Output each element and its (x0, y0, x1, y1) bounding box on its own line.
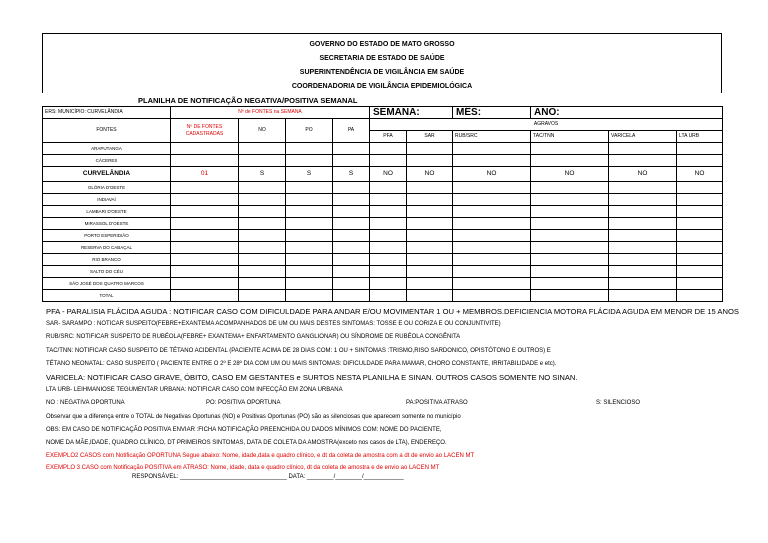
table-cell[interactable] (370, 143, 407, 155)
table-cell[interactable] (286, 242, 333, 254)
table-cell[interactable] (239, 218, 286, 230)
table-cell[interactable] (171, 230, 239, 242)
table-cell[interactable] (171, 143, 239, 155)
table-cell[interactable]: NO (370, 167, 407, 182)
table-cell[interactable] (609, 155, 677, 167)
table-cell[interactable] (609, 218, 677, 230)
table-cell[interactable] (370, 254, 407, 266)
table-cell[interactable] (453, 266, 531, 278)
table-cell[interactable] (609, 290, 677, 302)
agravo-tac: TAC/TNN (531, 131, 609, 143)
note-rub: RUB/SRC: NOTIFICAR SUSPEITO DE RUBÉOLA(FEBRE+ EXANTEMA+ ENFARTAMENTO GANGLIONAR) OU SÍNDROME DE RUBÉOLA CONGÊNITA (46, 334, 461, 341)
table-cell[interactable] (453, 143, 531, 155)
table-cell[interactable] (531, 254, 609, 266)
table-cell[interactable] (333, 254, 370, 266)
table-cell[interactable] (407, 290, 453, 302)
table-cell[interactable] (286, 266, 333, 278)
table-cell[interactable] (333, 218, 370, 230)
table-cell[interactable]: NO (531, 167, 609, 182)
table-cell[interactable] (531, 266, 609, 278)
fonte-name: INDIAVAÍ (43, 194, 171, 206)
table-cell[interactable] (333, 278, 370, 290)
table-cell[interactable] (677, 155, 723, 167)
note-obs1: OBS: EM CASO DE NOTIFICAÇÃO POSITIVA ENVIAR :FICHA NOTIFICAÇÃO PREENCHIDA OU DADOS MÍNIMOS COM: NOME DO PACIENTE, (46, 426, 442, 433)
col-pa: PA (333, 119, 370, 143)
header-line-1: GOVERNO DO ESTADO DE MATO GROSSO (309, 41, 455, 48)
table-cell[interactable] (333, 290, 370, 302)
table-row (43, 218, 723, 230)
table-cell[interactable] (333, 194, 370, 206)
table-cell[interactable]: NO (677, 167, 723, 182)
note-exemplo2: EXEMPLO2 CASOS com Notificação OPORTUNA Segue abaixo: Nome, idade,data e quadro clínico, e dt da coleta de amostra com a dt de envio ao LACEN MT (46, 453, 475, 460)
note-pfa: PFA - PARALISIA FLÁCIDA AGUDA : NOTIFICAR CASO COM DIFICULDADE PARA ANDAR E/OU MOVIMENTAR 1 OU + MEMBROS.DEFICIENCIA MOTORA FLÁCIDA AGUDA EM MENOR DE 15 ANOS (46, 307, 739, 316)
table-cell[interactable] (677, 143, 723, 155)
table-cell[interactable] (239, 155, 286, 167)
table-cell[interactable] (531, 155, 609, 167)
table-cell[interactable] (677, 242, 723, 254)
table-cell[interactable] (286, 278, 333, 290)
fonte-name: LAMBARI D'OESTE (43, 206, 171, 218)
table-cell[interactable] (531, 194, 609, 206)
table-cell[interactable]: NO (453, 167, 531, 182)
table-row (43, 194, 723, 206)
col-no: NO (239, 119, 286, 143)
legend-po: PO: POSITIVA OPORTUNA (206, 400, 281, 407)
legend-no: NO : NEGATIVA OPORTUNA (46, 400, 125, 407)
table-cell[interactable] (531, 206, 609, 218)
col-fontes: FONTES (43, 119, 171, 143)
table-row (43, 167, 723, 182)
table-cell[interactable]: NO (609, 167, 677, 182)
note-varicela: VARICELA: NOTIFICAR CASO GRAVE, ÓBITO, CASO EM GESTANTES e SURTOS NESTA PLANILHA E SINAN. OUTROS CASOS SOMENTE NO SINAN. (46, 373, 578, 383)
table-cell[interactable] (609, 194, 677, 206)
table-cell[interactable] (531, 290, 609, 302)
table-cell[interactable] (333, 266, 370, 278)
table-cell[interactable] (171, 266, 239, 278)
table-cell[interactable] (171, 278, 239, 290)
table-cell[interactable] (370, 290, 407, 302)
table-cell[interactable] (453, 230, 531, 242)
table-cell[interactable] (370, 206, 407, 218)
table-cell[interactable] (531, 143, 609, 155)
note-tnn: TÉTANO NEONATAL: CASO SUSPEITO ( PACIENTE ENTRE O 2º E 28º DIA COM UM OU MAIS SINTOMAS: DIFICULDADE PARA MAMAR, CHORO CONSTANTE, IRRITABILIDADE e etc). (46, 360, 557, 367)
fonte-name: MIRASSOL D'OESTE (43, 218, 171, 230)
table-cell[interactable] (286, 230, 333, 242)
table-cell[interactable] (286, 218, 333, 230)
table-cell[interactable] (370, 278, 407, 290)
table-cell[interactable] (407, 155, 453, 167)
table-cell[interactable] (239, 278, 286, 290)
n-fontes-semana: Nº de FONTES na SEMANA (171, 107, 370, 119)
table-cell[interactable] (453, 155, 531, 167)
table-cell[interactable] (370, 230, 407, 242)
legend-s: S: SILENCIOSO (596, 400, 641, 407)
table-row (43, 230, 723, 242)
agravos-header: AGRAVOS (370, 119, 723, 131)
col-po: PO (286, 119, 333, 143)
table-cell[interactable] (171, 218, 239, 230)
responsavel-line[interactable]: RESPONSÁVEL: ________________________________ DATA: ________/________/____________ (132, 474, 404, 481)
notes-section (46, 305, 739, 482)
table-cell[interactable] (407, 242, 453, 254)
note-sar: SAR- SARAMPO : NOTICAR SUSPEITO(FEBRE+EXANTEMA ACOMPANHADOS DE UM OU MAIS DESTES SINTOMAS: TOSSE E OU CORIZA E OU CONJUNTIVITE) (46, 321, 501, 328)
table-cell[interactable] (677, 254, 723, 266)
table-cell[interactable] (370, 182, 407, 194)
table-cell[interactable] (609, 266, 677, 278)
table-cell[interactable] (407, 278, 453, 290)
table-row (43, 155, 723, 167)
table-cell[interactable] (407, 206, 453, 218)
table-cell[interactable] (333, 242, 370, 254)
table-cell[interactable]: NO (407, 167, 453, 182)
notification-table (42, 106, 723, 302)
table-cell[interactable] (286, 290, 333, 302)
fonte-name: SÃO JOSÉ DOS QUATRO MARCOS (43, 278, 171, 290)
fonte-name: CURVELÂNDIA (43, 167, 171, 182)
note-tac: TAC/TNN: NOTIFICAR CASO SUSPEITO DE TÉTANO ACIDENTAL (PACIENTE ACIMA DE 28 DIAS COM: 1 OU + SINTOMAS :TRISMO,RISO SARDONICO, OPISTÓTONO E OUTROS) E (46, 347, 551, 354)
table-cell[interactable] (286, 194, 333, 206)
agravo-sar: SAR (407, 131, 453, 143)
table-cell[interactable] (677, 206, 723, 218)
table-cell[interactable] (333, 230, 370, 242)
table-cell[interactable] (531, 278, 609, 290)
table-cell[interactable] (171, 242, 239, 254)
ers-label: ERS: MUNICÍPIO: CURVELÂNDIA (43, 107, 171, 119)
table-cell[interactable] (407, 230, 453, 242)
table-cell[interactable] (286, 182, 333, 194)
table-cell[interactable] (531, 230, 609, 242)
semana-field[interactable]: SEMANA: (370, 107, 453, 119)
table-cell[interactable] (407, 254, 453, 266)
table-cell[interactable] (677, 266, 723, 278)
table-cell[interactable] (609, 278, 677, 290)
fonte-name: TOTAL (43, 290, 171, 302)
header-line-4: COORDENADORIA DE VIGILÂNCIA EPIDEMIOLÓGICA (291, 83, 473, 90)
table-cell[interactable] (531, 218, 609, 230)
table-cell[interactable] (239, 266, 286, 278)
table-cell[interactable] (333, 143, 370, 155)
table-cell[interactable]: S (239, 167, 286, 182)
table-cell[interactable] (453, 194, 531, 206)
legend-pa: PA:POSITIVA ATRASO (406, 400, 468, 407)
table-cell[interactable] (171, 194, 239, 206)
table-cell[interactable]: 01 (171, 167, 239, 182)
table-cell[interactable] (239, 182, 286, 194)
header-box (42, 33, 722, 93)
table-cell[interactable] (171, 290, 239, 302)
fonte-name: PORTO ESPERIDIÃO (43, 230, 171, 242)
fonte-name: RESERVA DO CABAÇAL (43, 242, 171, 254)
table-cell[interactable] (239, 230, 286, 242)
table-cell[interactable] (370, 194, 407, 206)
agravo-pfa: PFA (370, 131, 407, 143)
fonte-name: GLÓRIA D'OESTE (43, 182, 171, 194)
agravo-rub: RUB/SRC (453, 131, 531, 143)
table-cell[interactable] (453, 218, 531, 230)
table-cell[interactable] (333, 182, 370, 194)
table-row (43, 254, 723, 266)
legend-row (46, 397, 736, 410)
table-cell[interactable] (677, 230, 723, 242)
table-cell[interactable] (453, 290, 531, 302)
header-line-2: SECRETARIA DE ESTADO DE SAÚDE (319, 55, 445, 62)
table-cell[interactable] (171, 155, 239, 167)
table-cell[interactable] (677, 218, 723, 230)
table-cell[interactable] (370, 242, 407, 254)
table-cell[interactable] (239, 290, 286, 302)
note-exemplo3: EXEMPLO 3 CASO com Notificação POSITIVA em ATRASO: Nome, idade, data e quadro clínico, dt da coleta de amostra e de envio ao LACEN MT (46, 465, 440, 472)
table-cell[interactable] (239, 254, 286, 266)
table-cell[interactable] (609, 182, 677, 194)
agravo-lta: LTA URB (677, 131, 723, 143)
table-row (43, 242, 723, 254)
table-cell[interactable] (609, 242, 677, 254)
table-cell[interactable] (531, 242, 609, 254)
table-row (43, 278, 723, 290)
table-cell[interactable] (370, 218, 407, 230)
table-cell[interactable] (609, 230, 677, 242)
note-obs2: NOME DA MÃE,IDADE, QUADRO CLÍNICO, DT PRIMEIROS SINTOMAS, DATA DE COLETA DA AMOSTRA(exceto nos casos de LTA), ENDEREÇO. (46, 440, 447, 447)
table-cell[interactable] (239, 143, 286, 155)
table-cell[interactable] (171, 182, 239, 194)
table-cell[interactable] (453, 278, 531, 290)
table-cell[interactable] (171, 206, 239, 218)
table-cell[interactable] (677, 290, 723, 302)
table-cell[interactable] (370, 266, 407, 278)
table-cell[interactable] (531, 182, 609, 194)
table-cell[interactable] (677, 182, 723, 194)
table-cell[interactable] (239, 194, 286, 206)
table-cell[interactable] (239, 206, 286, 218)
table-cell[interactable] (609, 206, 677, 218)
fonte-name: SALTO DO CÉU (43, 266, 171, 278)
header-line-3: SUPERINTENDÊNCIA DE VIGILÂNCIA EM SAÚDE (299, 69, 465, 76)
table-cell[interactable] (333, 155, 370, 167)
table-cell[interactable] (453, 206, 531, 218)
table-cell[interactable] (453, 182, 531, 194)
table-cell[interactable] (333, 206, 370, 218)
table-cell[interactable] (407, 194, 453, 206)
table-cell[interactable] (609, 254, 677, 266)
fonte-name: ARAPUTANGA (43, 143, 171, 155)
planilha-title: PLANILHA DE NOTIFICAÇÃO NEGATIVA/POSITIVA SEMANAL (138, 96, 358, 105)
fonte-name: CÁCERES (43, 155, 171, 167)
table-row (43, 290, 723, 302)
fonte-name: RIO BRANCO (43, 254, 171, 266)
table-cell[interactable] (407, 143, 453, 155)
table-cell[interactable] (286, 254, 333, 266)
table-cell[interactable] (286, 155, 333, 167)
table-cell[interactable]: S (286, 167, 333, 182)
table-row (43, 182, 723, 194)
table-row (43, 266, 723, 278)
table-cell[interactable] (407, 266, 453, 278)
mes-field[interactable]: MÊS: (453, 107, 531, 119)
note-lta: LTA URB- LEIHMANIOSE TEGUMENTAR URBANA: NOTIFICAR CASO COM INFECÇÃO EM ZONA URBANA (46, 387, 343, 394)
col-cadastradas: Nº DE FONTES CADASTRADAS (171, 119, 239, 143)
table-cell[interactable] (609, 143, 677, 155)
table-cell[interactable] (171, 254, 239, 266)
table-cell[interactable] (407, 182, 453, 194)
table-cell[interactable] (370, 155, 407, 167)
table-row (43, 143, 723, 155)
table-cell[interactable] (677, 278, 723, 290)
note-observar: Observar que a diferença entre o TOTAL de Negativas Oportunas (NO) e Positivas Oportunas (PO) são as silenciosas que aparecem somente no município (46, 413, 461, 420)
table-cell[interactable] (407, 218, 453, 230)
table-row (43, 206, 723, 218)
table-cell[interactable] (286, 206, 333, 218)
table-cell[interactable] (677, 194, 723, 206)
agravo-varicela: VARICELA (609, 131, 677, 143)
table-cell[interactable]: S (333, 167, 370, 182)
table-cell[interactable] (286, 143, 333, 155)
ano-field[interactable]: ANO: (531, 107, 723, 119)
table-cell[interactable] (453, 242, 531, 254)
table-cell[interactable] (239, 242, 286, 254)
table-cell[interactable] (453, 254, 531, 266)
